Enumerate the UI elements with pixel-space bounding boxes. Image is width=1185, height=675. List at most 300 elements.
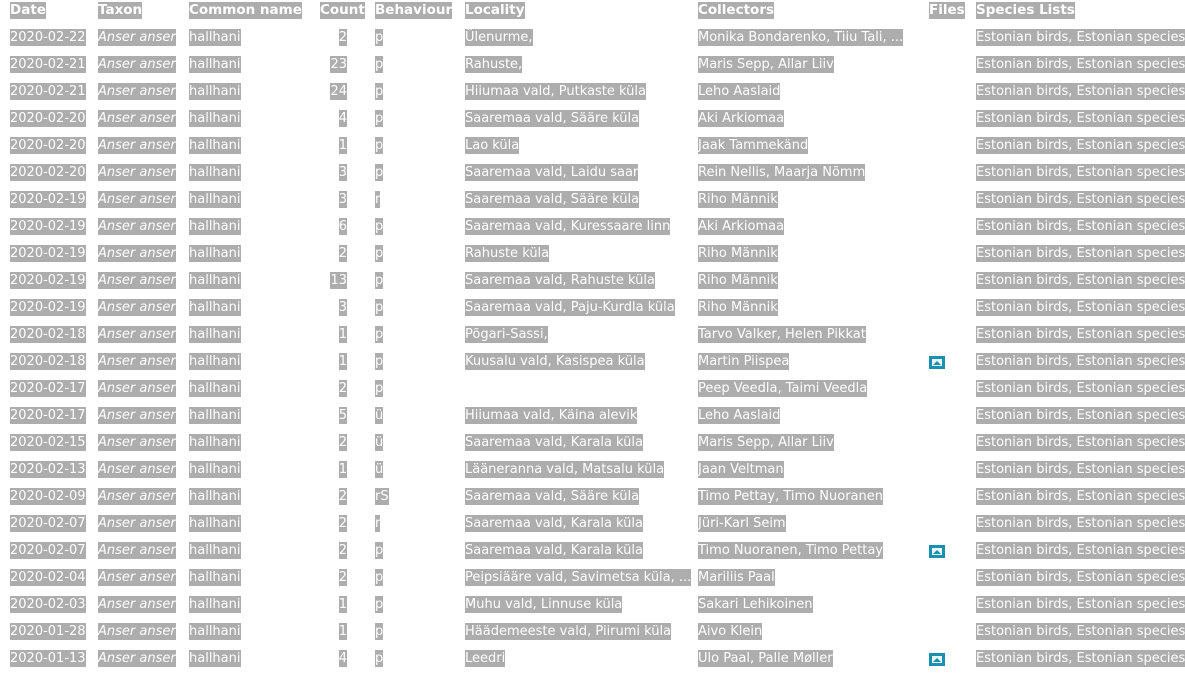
files-cell [929,650,947,670]
species-lists-cell [976,326,1185,343]
column-header-locality[interactable] [465,2,525,20]
locality-cell-text: Kuusalu vald, Kasispea küla [465,354,645,369]
date-cell[interactable] [10,515,93,532]
date-cell[interactable] [10,191,93,208]
species-lists-cell-text: Estonian birds, Estonian species [976,57,1185,72]
date-cell-text[interactable]: 2020-02-21 [10,84,86,99]
taxon-cell[interactable] [98,164,176,181]
count-cell-text: 1 [338,597,347,612]
table-row[interactable] [0,513,1185,540]
taxon-cell[interactable] [98,191,176,208]
common-name-cell [189,542,241,559]
taxon-cell[interactable] [98,461,176,478]
taxon-cell-text[interactable]: Anser anser [98,192,176,207]
date-cell-text[interactable]: 2020-02-18 [10,327,86,342]
behaviour-cell [375,461,387,478]
taxon-cell-text[interactable]: Anser anser [98,354,176,369]
collectors-cell-text: Leho Aaslaid [698,408,781,423]
date-cell[interactable] [10,434,93,451]
common-name-cell-text: hallhani [189,219,241,234]
count-cell-text: 5 [338,408,347,423]
collectors-cell [698,245,906,262]
table-row[interactable] [0,162,1185,189]
species-lists-cell-text: Estonian birds, Estonian species [976,651,1185,666]
locality-cell-text: Saaremaa vald, Karala küla [465,516,643,531]
column-header-label: Files [929,2,965,18]
collectors-cell-text: Jaan Veltman [698,462,784,477]
taxon-cell-text[interactable]: Anser anser [98,57,176,72]
locality-cell [465,407,687,424]
locality-cell-text: Saaremaa vald, Sääre küla [465,192,640,207]
date-cell[interactable] [10,326,93,343]
date-cell[interactable] [10,407,93,424]
table-row[interactable] [0,27,1185,54]
behaviour-cell-text: p [375,84,384,99]
collectors-cell [698,623,906,640]
taxon-cell[interactable] [98,650,176,667]
collectors-cell [698,110,906,127]
table-row[interactable] [0,432,1185,459]
count-cell-text: 3 [338,165,347,180]
column-header-behaviour[interactable] [375,2,452,20]
date-cell-text[interactable]: 2020-02-19 [10,219,86,234]
date-cell-text[interactable]: 2020-02-07 [10,516,86,531]
common-name-cell [189,218,241,235]
behaviour-cell [375,596,387,613]
species-lists-cell [976,353,1185,370]
collectors-cell-text: Aki Arkiomaa [698,219,785,234]
common-name-cell [189,299,241,316]
date-cell[interactable] [10,272,93,289]
column-header-label: Count [320,2,365,18]
taxon-cell[interactable] [98,272,176,289]
taxon-cell[interactable] [98,137,176,154]
count-cell-text: 4 [338,111,347,126]
collectors-cell [698,191,906,208]
species-lists-cell-text: Estonian birds, Estonian species [976,462,1185,477]
behaviour-cell [375,164,387,181]
table-row[interactable] [0,81,1185,108]
behaviour-cell [375,488,387,505]
collectors-cell [698,353,906,370]
behaviour-cell [375,245,387,262]
behaviour-cell-text: r [375,516,381,531]
count-cell [320,164,347,181]
species-lists-cell-text: Estonian birds, Estonian species [976,273,1185,288]
taxon-cell[interactable] [98,56,176,73]
collectors-cell-text: Timo Nuoranen, Timo Pettay [698,543,884,558]
collectors-cell [698,461,906,478]
table-row[interactable] [0,243,1185,270]
taxon-cell[interactable] [98,218,176,235]
collectors-cell [698,137,906,154]
behaviour-cell [375,272,387,289]
taxon-cell[interactable] [98,353,176,370]
date-cell[interactable] [10,137,93,154]
date-cell[interactable] [10,380,93,397]
common-name-cell-text: hallhani [189,489,241,504]
collectors-cell [698,380,906,397]
taxon-cell[interactable] [98,83,176,100]
taxon-cell-text[interactable]: Anser anser [98,516,176,531]
common-name-cell [189,272,241,289]
species-lists-cell-text: Estonian birds, Estonian species [976,219,1185,234]
count-cell-text: 1 [338,138,347,153]
date-cell[interactable] [10,542,93,559]
table-row[interactable] [0,324,1185,351]
species-lists-cell-text: Estonian birds, Estonian species [976,327,1185,342]
count-cell [320,569,347,586]
table-row[interactable] [0,540,1185,567]
column-header-count[interactable] [320,2,365,20]
collectors-cell [698,515,906,532]
taxon-cell[interactable] [98,569,176,586]
common-name-cell [189,110,241,127]
taxon-cell[interactable] [98,407,176,424]
taxon-cell[interactable] [98,542,176,559]
collectors-cell-text: Jaak Tammekänd [698,138,809,153]
count-cell [320,299,347,316]
taxon-cell-text[interactable]: Anser anser [98,273,176,288]
table-row[interactable] [0,297,1185,324]
taxon-cell[interactable] [98,299,176,316]
species-lists-cell-text: Estonian birds, Estonian species [976,300,1185,315]
common-name-cell [189,191,241,208]
table-row[interactable] [0,351,1185,378]
collectors-cell [698,542,906,559]
species-lists-cell [976,110,1185,127]
common-name-cell [189,650,241,667]
behaviour-cell-text: ü [375,408,384,423]
behaviour-cell [375,299,387,316]
locality-cell [465,191,687,208]
common-name-cell [189,461,241,478]
collectors-cell [698,650,906,667]
species-lists-cell-text: Estonian birds, Estonian species [976,138,1185,153]
behaviour-cell-text: p [375,165,384,180]
count-cell [320,56,347,73]
locality-cell-text: Muhu vald, Linnuse küla [465,597,623,612]
collectors-cell [698,83,906,100]
date-cell-text[interactable]: 2020-02-15 [10,435,86,450]
date-cell[interactable] [10,299,93,316]
taxon-cell-text[interactable]: Anser anser [98,381,176,396]
taxon-cell-text[interactable]: Anser anser [98,300,176,315]
taxon-cell-text[interactable]: Anser anser [98,651,176,666]
count-cell [320,191,347,208]
locality-cell [465,245,687,262]
common-name-cell [189,353,241,370]
behaviour-cell [375,623,387,640]
taxon-cell-text[interactable]: Anser anser [98,597,176,612]
common-name-cell [189,569,241,586]
date-cell-text[interactable]: 2020-01-28 [10,624,86,639]
table-row[interactable] [0,405,1185,432]
collectors-cell-text: Riho Männik [698,273,778,288]
common-name-cell-text: hallhani [189,408,241,423]
count-cell [320,380,347,397]
taxon-cell[interactable] [98,434,176,451]
date-cell-text[interactable]: 2020-02-20 [10,165,86,180]
taxon-cell-text[interactable]: Anser anser [98,219,176,234]
collectors-cell-text: Ulo Paal, Palle Møller [698,651,833,666]
species-lists-cell [976,299,1185,316]
taxon-cell[interactable] [98,245,176,262]
behaviour-cell-text: ü [375,435,384,450]
behaviour-cell [375,542,387,559]
common-name-cell [189,245,241,262]
date-cell[interactable] [10,596,93,613]
taxon-cell-text[interactable]: Anser anser [98,84,176,99]
date-cell-text[interactable]: 2020-02-20 [10,138,86,153]
date-cell[interactable] [10,461,93,478]
common-name-cell [189,380,241,397]
image-icon[interactable] [929,653,945,666]
collectors-cell-text: Rein Nellis, Maarja Nõmm [698,165,866,180]
behaviour-cell [375,191,387,208]
species-lists-cell-text: Estonian birds, Estonian species [976,192,1185,207]
count-cell-text: 2 [338,435,347,450]
species-lists-cell [976,245,1185,262]
date-cell-text[interactable]: 2020-02-09 [10,489,86,504]
species-lists-cell [976,623,1185,640]
locality-cell [465,218,687,235]
count-cell [320,245,347,262]
date-cell[interactable] [10,110,93,127]
locality-cell-text: Peipsiääre vald, Savimetsa küla, ... [465,570,692,585]
image-icon[interactable] [929,356,945,369]
locality-cell [465,326,687,343]
behaviour-cell-text: p [375,138,384,153]
date-cell[interactable] [10,650,93,667]
locality-cell-text: Lao küla [465,138,520,153]
count-cell [320,542,347,559]
date-cell-text[interactable]: 2020-02-03 [10,597,86,612]
taxon-cell[interactable] [98,380,176,397]
common-name-cell [189,326,241,343]
date-cell-text[interactable]: 2020-02-17 [10,381,86,396]
table-row[interactable] [0,459,1185,486]
column-header-label: Common name [189,2,302,18]
taxon-cell[interactable] [98,326,176,343]
count-cell [320,110,347,127]
date-cell[interactable] [10,623,93,640]
collectors-cell [698,218,906,235]
date-cell-text[interactable]: 2020-02-19 [10,246,86,261]
behaviour-cell-text: p [375,543,384,558]
locality-cell [465,110,687,127]
taxon-cell-text[interactable]: Anser anser [98,246,176,261]
count-cell-text: 13 [330,273,347,288]
species-lists-cell-text: Estonian birds, Estonian species [976,624,1185,639]
date-cell-text[interactable]: 2020-02-20 [10,111,86,126]
locality-cell [465,569,692,586]
common-name-cell [189,434,241,451]
column-header-collectors[interactable] [698,2,774,20]
common-name-cell-text: hallhani [189,624,241,639]
collectors-cell [698,434,906,451]
common-name-cell-text: hallhani [189,192,241,207]
collectors-cell [698,569,906,586]
locality-cell-text: Ülenurme, [465,30,533,45]
locality-cell [465,299,687,316]
common-name-cell [189,137,241,154]
collectors-cell-text: Tarvo Valker, Helen Pikkat [698,327,866,342]
locality-cell-text: Häädemeeste vald, Piirumi küla [465,624,672,639]
count-cell-text: 1 [338,354,347,369]
date-cell-text[interactable]: 2020-02-18 [10,354,86,369]
taxon-cell-text[interactable]: Anser anser [98,570,176,585]
table-row[interactable] [0,135,1185,162]
table-row[interactable] [0,648,1185,675]
date-cell-text[interactable]: 2020-02-21 [10,57,86,72]
behaviour-cell-text: p [375,300,384,315]
date-cell-text[interactable]: 2020-02-07 [10,543,86,558]
behaviour-cell-text: p [375,354,384,369]
column-header-species-lists[interactable] [976,2,1075,20]
image-icon[interactable] [929,545,945,558]
date-cell[interactable] [10,569,93,586]
species-lists-cell-text: Estonian birds, Estonian species [976,111,1185,126]
count-cell-text: 6 [338,219,347,234]
common-name-cell-text: hallhani [189,327,241,342]
date-cell[interactable] [10,218,93,235]
table-row[interactable] [0,567,1185,594]
common-name-cell [189,488,241,505]
column-header-label: Collectors [698,2,775,18]
common-name-cell-text: hallhani [189,462,241,477]
date-cell[interactable] [10,164,93,181]
date-cell-text[interactable]: 2020-02-22 [10,30,86,45]
species-lists-cell-text: Estonian birds, Estonian species [976,165,1185,180]
species-lists-cell [976,218,1185,235]
table-row[interactable] [0,270,1185,297]
table-row[interactable] [0,108,1185,135]
taxon-cell[interactable] [98,29,176,46]
locality-cell [465,137,687,154]
taxon-cell-text[interactable]: Anser anser [98,543,176,558]
collectors-cell-text: Jüri-Karl Seim [698,516,786,531]
species-lists-cell [976,29,1185,46]
collectors-cell [698,407,906,424]
locality-cell-text: Saaremaa vald, Sääre küla [465,111,640,126]
common-name-cell-text: hallhani [189,246,241,261]
collectors-cell-text: Sakari Lehikoinen [698,597,813,612]
species-lists-cell [976,515,1185,532]
count-cell [320,29,347,46]
table-row[interactable] [0,189,1185,216]
common-name-cell-text: hallhani [189,570,241,585]
taxon-cell-text[interactable]: Anser anser [98,138,176,153]
table-row[interactable] [0,594,1185,621]
behaviour-cell-text: r [375,192,381,207]
species-lists-cell [976,596,1185,613]
date-cell[interactable] [10,488,93,505]
collectors-cell-text: Martin Piispea [698,354,790,369]
count-cell [320,650,347,667]
date-cell[interactable] [10,353,93,370]
common-name-cell-text: hallhani [189,30,241,45]
date-cell-text[interactable]: 2020-02-17 [10,408,86,423]
locality-cell [465,488,687,505]
species-lists-cell-text: Estonian birds, Estonian species [976,408,1185,423]
taxon-cell-text[interactable]: Anser anser [98,624,176,639]
count-cell-text: 2 [338,516,347,531]
table-row[interactable] [0,486,1185,513]
behaviour-cell [375,434,387,451]
behaviour-cell-text: p [375,246,384,261]
column-header-label: Taxon [98,2,143,18]
collectors-cell-text: Maris Sepp, Allar Liiv [698,57,834,72]
common-name-cell-text: hallhani [189,354,241,369]
date-cell-text[interactable]: 2020-02-19 [10,192,86,207]
collectors-cell-text: Mariliis Paal [698,570,775,585]
column-header-common-name[interactable] [189,2,302,20]
taxon-cell[interactable] [98,515,176,532]
taxon-cell-text[interactable]: Anser anser [98,408,176,423]
column-header-date[interactable] [10,2,46,20]
date-cell-text[interactable]: 2020-02-04 [10,570,86,585]
date-cell-text[interactable]: 2020-01-13 [10,651,86,666]
date-cell-text[interactable]: 2020-02-13 [10,462,86,477]
count-cell [320,488,347,505]
taxon-cell-text[interactable]: Anser anser [98,165,176,180]
locality-cell [465,164,687,181]
taxon-cell-text[interactable]: Anser anser [98,327,176,342]
count-cell-text: 2 [338,570,347,585]
column-header-label: Behaviour [375,2,453,18]
locality-cell [465,461,687,478]
taxon-cell[interactable] [98,110,176,127]
common-name-cell-text: hallhani [189,597,241,612]
date-cell-text[interactable]: 2020-02-19 [10,300,86,315]
taxon-cell-text[interactable]: Anser anser [98,435,176,450]
table-row[interactable] [0,54,1185,81]
count-cell-text: 1 [338,327,347,342]
date-cell-text[interactable]: 2020-02-19 [10,273,86,288]
date-cell[interactable] [10,56,93,73]
taxon-cell-text[interactable]: Anser anser [98,30,176,45]
species-lists-cell [976,569,1185,586]
species-lists-cell-text: Estonian birds, Estonian species [976,516,1185,531]
taxon-cell[interactable] [98,488,176,505]
date-cell[interactable] [10,29,93,46]
species-lists-cell-text: Estonian birds, Estonian species [976,570,1185,585]
behaviour-cell [375,407,387,424]
count-cell [320,137,347,154]
taxon-cell-text[interactable]: Anser anser [98,462,176,477]
species-lists-cell-text: Estonian birds, Estonian species [976,597,1185,612]
species-lists-cell [976,434,1185,451]
common-name-cell [189,407,241,424]
table-row[interactable] [0,216,1185,243]
table-row[interactable] [0,378,1185,405]
date-cell[interactable] [10,83,93,100]
taxon-cell-text[interactable]: Anser anser [98,489,176,504]
date-cell[interactable] [10,245,93,262]
behaviour-cell [375,29,387,46]
taxon-cell[interactable] [98,623,176,640]
behaviour-cell [375,569,387,586]
taxon-cell[interactable] [98,596,176,613]
table-row[interactable] [0,621,1185,648]
locality-cell [465,542,687,559]
collectors-cell-text: Riho Männik [698,300,778,315]
taxon-cell-text[interactable]: Anser anser [98,111,176,126]
column-header-files[interactable] [929,2,965,20]
species-lists-cell [976,56,1185,73]
column-header-taxon[interactable] [98,2,142,20]
